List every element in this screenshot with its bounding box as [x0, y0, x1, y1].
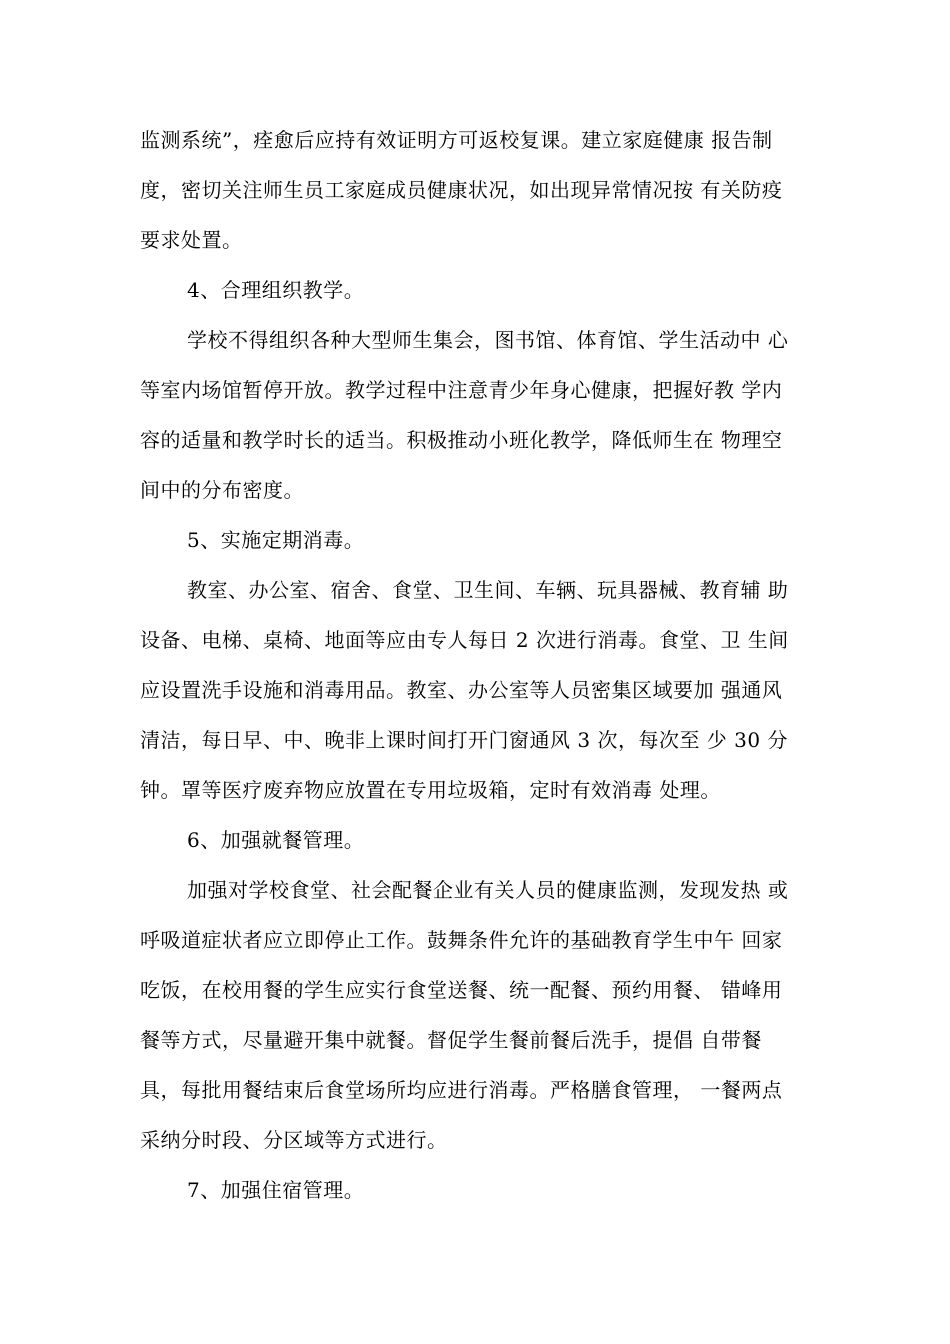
section-heading-5: 5、实施定期消毒。 — [187, 528, 365, 552]
text-line-16: 加强对学校食堂、社会配餐企业有关人员的健康监测，发现发热 或 — [187, 878, 789, 902]
text-line-1: 监测系统”，痊愈后应持有效证明方可返校复课。建立家庭健康 报告制 — [140, 128, 773, 152]
text-line-21: 采纳分时段、分区域等方式进行。 — [140, 1128, 448, 1152]
text-line-8: 间中的分布密度。 — [140, 478, 304, 502]
text-line-19: 餐等方式，尽量避开集中就餐。督促学生餐前餐后洗手，提倡 自带餐 — [140, 1028, 762, 1052]
text-line-18: 吃饭，在校用餐的学生应实行食堂送餐、统一配餐、预约用餐、 错峰用 — [140, 978, 783, 1002]
section-heading-4: 4、合理组织教学。 — [187, 278, 365, 302]
text-line-17: 呼吸道症状者应立即停止工作。鼓舞条件允许的基础教育学生中午 回家 — [140, 928, 783, 952]
text-line-3: 要求处置。 — [140, 228, 243, 252]
text-line-14: 钟。罩等医疗废弃物应放置在专用垃圾箱，定时有效消毒 处理。 — [140, 778, 721, 802]
text-line-7: 容的适量和教学时长的适当。积极推动小班化教学，降低师生在 物理空 — [140, 428, 783, 452]
text-line-12: 应设置洗手设施和消毒用品。教室、办公室等人员密集区域要加 强通风 — [140, 678, 783, 702]
text-line-6: 等室内场馆暂停开放。教学过程中注意青少年身心健康，把握好教 学内 — [140, 378, 783, 402]
text-line-5: 学校不得组织各种大型师生集会，图书馆、体育馆、学生活动中 心 — [187, 328, 789, 352]
section-heading-7: 7、加强住宿管理。 — [187, 1178, 365, 1202]
text-line-13: 清洁，每日早、中、晚非上课时间打开门窗通风 3 次，每次至 少 30 分 — [140, 728, 788, 752]
section-heading-6: 6、加强就餐管理。 — [187, 828, 365, 852]
text-line-11: 设备、电梯、桌椅、地面等应由专人每日 2 次进行消毒。食堂、卫 生间 — [140, 628, 789, 652]
text-line-20: 具，每批用餐结束后食堂场所均应进行消毒。严格膳食管理， 一餐两点 — [140, 1078, 783, 1102]
text-line-2: 度，密切关注师生员工家庭成员健康状况，如出现异常情况按 有关防疫 — [140, 178, 783, 202]
text-line-10: 教室、办公室、宿舍、食堂、卫生间、车辆、玩具器械、教育辅 助 — [187, 578, 789, 602]
